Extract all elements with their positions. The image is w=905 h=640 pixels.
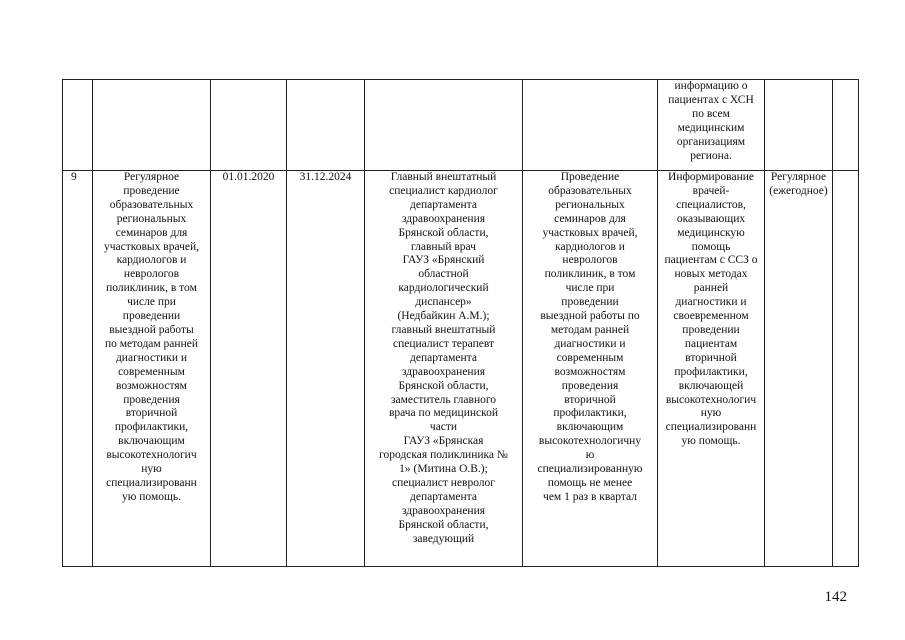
text-line: информацию о (674, 80, 748, 92)
text-line: Регулярное (123, 171, 180, 183)
text-line: ю (585, 449, 595, 462)
table-row-continued (63, 80, 859, 171)
text-line: своевременном (673, 310, 749, 323)
text-line: диагностики и (554, 337, 626, 350)
table-cell (833, 171, 859, 567)
text-line: ГАУЗ «Брянская (403, 435, 484, 448)
text-line: специализированную (537, 463, 643, 476)
text-line: медицинским (677, 121, 745, 134)
result-cell (658, 171, 765, 567)
text-line: поликлиник, в том (544, 268, 636, 281)
lines (766, 171, 831, 199)
indicator-cell (523, 171, 658, 567)
text-line: методам ранней (550, 323, 630, 336)
table-cell (833, 80, 859, 171)
table-cell (365, 80, 523, 171)
page-number: 142 (824, 589, 847, 605)
text-line: современным (118, 365, 185, 378)
text-line: высокотехнологич (106, 449, 197, 462)
text-line: специалистов, (676, 198, 746, 211)
text-line: образовательных (548, 184, 632, 197)
lines (524, 171, 656, 505)
text-line: Проведение (560, 171, 620, 183)
text-line: числе при (565, 282, 615, 295)
text-line: организациям (676, 135, 746, 148)
end-date: 31.12.2024 (287, 171, 365, 567)
lines (366, 171, 521, 546)
text-line: высокотехнологич (665, 393, 757, 406)
text-line: главный внештатный (391, 323, 496, 336)
text-line: чем 1 раз в квартал (543, 490, 637, 503)
text-line: поликлиник, в том (106, 282, 197, 295)
text-line: специалист кардиолог (389, 184, 498, 197)
text-line: ую помощь. (122, 490, 181, 503)
text-line: региона. (690, 149, 732, 162)
text-line: заместитель главного (390, 393, 497, 406)
text-line: врачей- (692, 184, 730, 197)
text-line: (Недбайкин А.М.); (397, 310, 490, 323)
text-line: департамента (410, 198, 477, 211)
plan-table (62, 79, 859, 567)
text-line: вторичной (564, 393, 616, 406)
text-line: проведения (123, 393, 180, 406)
text-line: профилактики, (553, 407, 627, 420)
text-line: образовательных (109, 198, 194, 211)
text-line: здравоохранения (401, 212, 486, 225)
text-line: департамента (410, 351, 477, 364)
text-line: Брянской области, (398, 518, 489, 531)
text-line: включающим (556, 421, 624, 434)
text-line: Брянской области, (398, 379, 489, 392)
text-line: региональных (555, 198, 625, 211)
text-line: семинаров для (115, 226, 188, 239)
text-line: части (429, 421, 458, 434)
event-cell (93, 171, 211, 567)
table-cell (211, 80, 287, 171)
text-line: Информирование (668, 171, 754, 183)
text-line: пациентах с ХСН (668, 93, 754, 106)
text-line: специализированн (106, 476, 197, 489)
text-line: медицинскую (677, 226, 745, 239)
text-line: специалист терапевт (392, 337, 495, 350)
text-line: ую помощь. (681, 435, 741, 448)
table-cell (93, 80, 211, 171)
text-line: выездной работы по (540, 310, 640, 323)
text-line: высокотехнологичну (538, 435, 642, 448)
text-line: департамента (410, 490, 477, 503)
text-line: Регулярное (770, 171, 827, 183)
text-line: по всем (692, 107, 730, 120)
row-number: 9 (63, 171, 93, 567)
text-line: возможностям (116, 379, 187, 392)
text-line: профилактики, (674, 365, 748, 378)
text-line: включающим (118, 435, 185, 448)
text-line: участковых врачей, (103, 240, 200, 253)
text-line: неврологов (123, 268, 180, 281)
lines (659, 80, 763, 163)
table-row-9 (63, 171, 859, 567)
text-line: по методам ранней (105, 337, 198, 350)
text-line: (ежегодное) (769, 184, 828, 197)
text-line: ную (700, 407, 722, 420)
text-line: проведение (123, 184, 180, 197)
text-line: оказывающих (676, 212, 746, 225)
text-line: помощь не менее (547, 476, 633, 489)
text-line: выездной работы (109, 323, 194, 336)
text-line: участковых врачей, (542, 226, 638, 239)
text-line: врача по медицинской (388, 407, 499, 420)
lines (94, 171, 209, 505)
text-line: городская поликлиника № (379, 449, 508, 462)
text-line: семинаров для (554, 212, 626, 225)
lines (659, 171, 763, 449)
responsible-cell (365, 171, 523, 567)
text-line: неврологов (562, 254, 618, 267)
text-line: региональных (116, 212, 187, 225)
text-line: заведующий (412, 532, 475, 545)
text-line: современным (556, 351, 624, 364)
text-line: кардиологов и (116, 254, 187, 267)
text-line: проведении (122, 310, 181, 323)
text-line: помощь (691, 240, 731, 253)
start-date: 01.01.2020 (211, 171, 287, 567)
text-line: вторичной (685, 351, 737, 364)
text-line: проведении (682, 323, 740, 336)
text-line: числе при (127, 296, 176, 309)
table-cell (765, 80, 833, 171)
text-line: включающей (678, 379, 744, 392)
text-line: ранней (693, 282, 729, 295)
text-line: кардиологов и (555, 240, 625, 253)
table-cell (287, 80, 365, 171)
text-line: проведении (561, 296, 619, 309)
result-cell-continued (658, 80, 765, 171)
text-line: Брянской области, (398, 226, 489, 239)
text-line: проведения (561, 379, 619, 392)
text-line: пациентам (684, 337, 738, 350)
text-line: пациентам с ССЗ о (664, 254, 758, 267)
text-line: ГАУЗ «Брянский (402, 254, 485, 267)
text-line: здравоохранения (401, 504, 486, 517)
text-line: диспансер» (415, 296, 472, 309)
text-line: главный врач (411, 240, 476, 253)
text-line: новых методах (674, 268, 748, 281)
text-line: возможностям (554, 365, 626, 378)
text-line: здравоохранения (401, 365, 486, 378)
periodicity-cell (765, 171, 833, 567)
table-cell (523, 80, 658, 171)
text-line: областной (418, 268, 469, 281)
text-line: диагностики и (675, 296, 747, 309)
text-line: ную (141, 463, 162, 476)
text-line: вторичной (125, 407, 178, 420)
text-line: профилактики, (114, 421, 189, 434)
text-line: 1» (Митина О.В.); (399, 463, 488, 476)
text-line: кардиологический (398, 282, 489, 295)
text-line: специалист невролог (391, 476, 496, 489)
text-line: специализированн (665, 421, 757, 434)
text-line: диагностики и (115, 351, 188, 364)
text-line: Главный внештатный (390, 171, 497, 183)
table-cell (63, 80, 93, 171)
